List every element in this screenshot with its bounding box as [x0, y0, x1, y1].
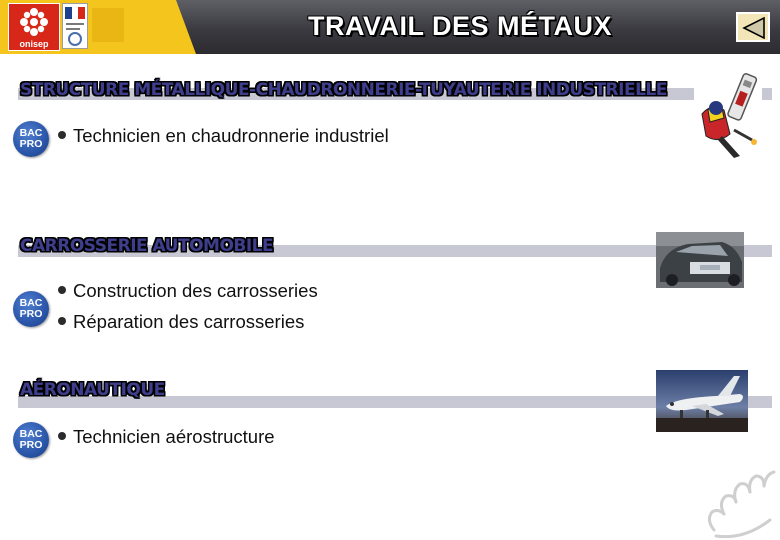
section-title-structure-metallique: STRUCTURE MÉTALLIQUE-CHAUDRONNERIE-TUYAUTERIE INDUSTRIELLE: [20, 80, 667, 100]
airplane-photo: [656, 370, 748, 432]
page-title: TRAVAIL DES MÉTAUX: [307, 11, 612, 41]
welder-photo: [694, 70, 762, 158]
back-button[interactable]: [736, 12, 770, 42]
french-flag-icon: [65, 7, 85, 19]
onisep-logo[interactable]: [8, 3, 60, 51]
diploma-label: Technicien en chaudronnerie industriel: [73, 125, 389, 146]
bac-pro-badge: [13, 121, 49, 157]
diploma-label: Réparation des carrosseries: [73, 311, 305, 332]
diploma-item[interactable]: [58, 311, 304, 333]
bullet-icon: [58, 131, 66, 139]
badge-line-pro: PRO: [19, 439, 43, 451]
section-title-carrosserie: CARROSSERIE AUTOMOBILE: [20, 236, 274, 256]
diploma-item[interactable]: [58, 426, 275, 448]
badge-line-pro: PRO: [19, 308, 43, 320]
diploma-item[interactable]: [58, 125, 389, 147]
onisep-flower-icon: [18, 6, 50, 38]
bullet-icon: [58, 432, 66, 440]
badge-line-pro: PRO: [19, 138, 43, 150]
bac-pro-badge: [13, 422, 49, 458]
bullet-icon: [58, 317, 66, 325]
bullet-icon: [58, 286, 66, 294]
emblem-icon: [67, 32, 83, 46]
back-arrow-icon: [742, 17, 766, 39]
diploma-label: Technicien aérostructure: [73, 426, 275, 447]
badge-line-bac: BAC: [19, 428, 43, 440]
bac-pro-badge: [13, 291, 49, 327]
onisep-logo-text: onisep: [19, 39, 49, 49]
republic-logo: [62, 3, 88, 49]
diploma-item[interactable]: [58, 280, 318, 302]
logo-accent: [92, 8, 124, 42]
badge-line-bac: BAC: [19, 297, 43, 309]
diploma-label: Construction des carrosseries: [73, 280, 318, 301]
car-photo: [656, 232, 744, 288]
decorative-hand-icon: [704, 450, 780, 540]
badge-line-bac: BAC: [19, 127, 43, 139]
section-title-aeronautique: AÉRONAUTIQUE: [20, 380, 165, 400]
